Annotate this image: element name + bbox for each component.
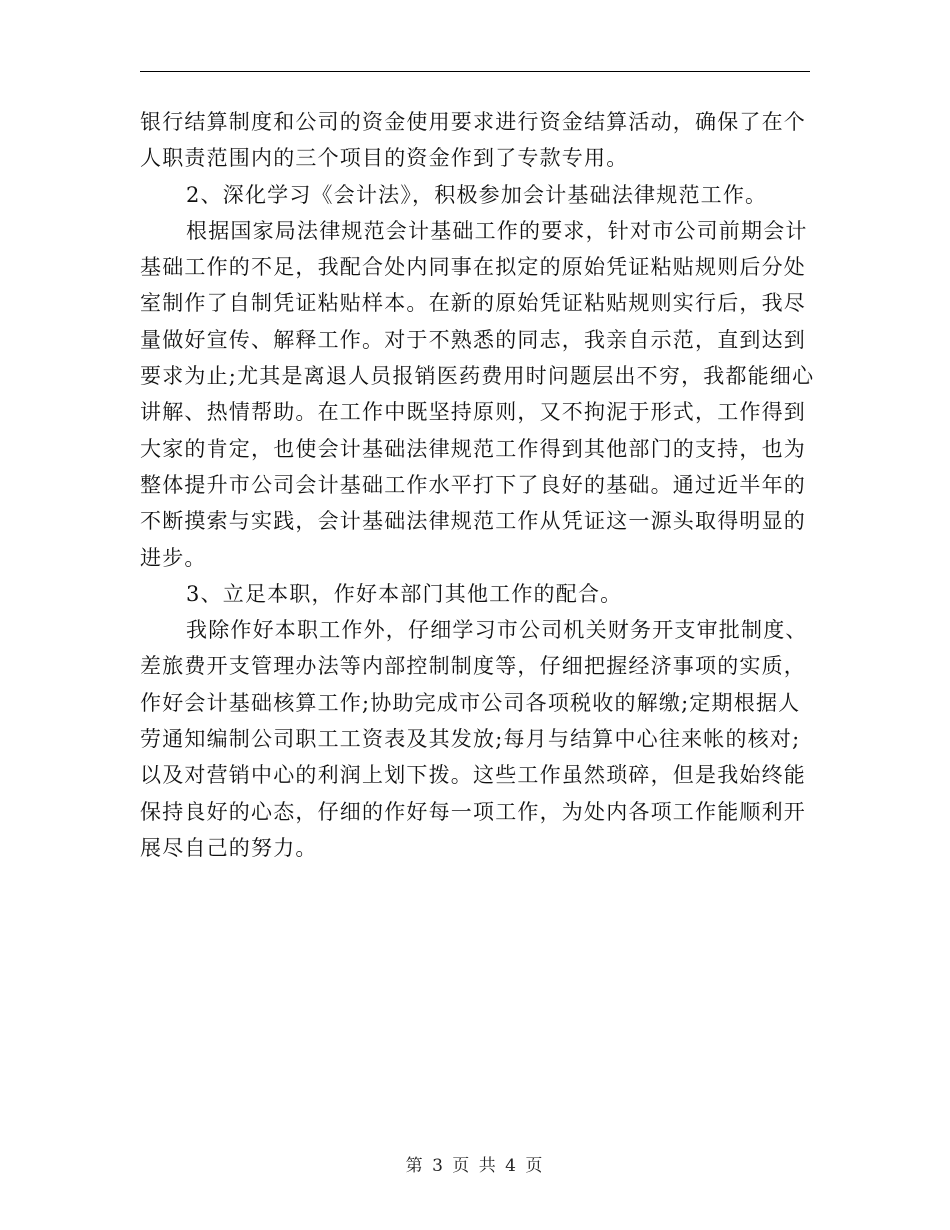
page-number-footer: 第 3 页 共 4 页 <box>405 1156 545 1176</box>
text-line: 作好会计基础核算工作;协助完成市公司各项税收的解缴;定期根据人 <box>140 690 801 715</box>
text-line: 根据国家局法律规范会计基础工作的要求，针对市公司前期会计 <box>186 218 808 243</box>
text-line: 要求为止;尤其是离退人员报销医药费用时问题层出不穷，我都能细心 <box>140 364 815 389</box>
text-line: 基础工作的不足，我配合处内同事在拟定的原始凭证粘贴规则后分处 <box>140 255 806 280</box>
document-body <box>140 104 815 866</box>
header-rule <box>140 71 810 72</box>
text-line: 展尽自己的努力。 <box>140 835 318 860</box>
text-line: 量做好宣传、解释工作。对于不熟悉的同志，我亲自示范，直到达到 <box>140 327 806 352</box>
text-line: 人职责范围内的三个项目的资金作到了专款专用。 <box>140 146 629 171</box>
text-line: 进步。 <box>140 545 207 570</box>
text-line: 整体提升市公司会计基础工作水平打下了良好的基础。通过近半年的 <box>140 472 806 497</box>
section-heading: 2、深化学习《会计法》，积极参加会计基础法律规范工作。 <box>186 182 768 207</box>
text-line: 室制作了自制凭证粘贴样本。在新的原始凭证粘贴规则实行后，我尽 <box>140 291 806 316</box>
text-line: 银行结算制度和公司的资金使用要求进行资金结算活动，确保了在个 <box>140 110 806 134</box>
section-heading: 3、立足本职，作好本部门其他工作的配合。 <box>186 581 623 606</box>
text-line: 以及对营销中心的利润上划下拨。这些工作虽然琐碎，但是我始终能 <box>140 763 806 788</box>
text-line: 讲解、热情帮助。在工作中既坚持原则，又不拘泥于形式，工作得到 <box>140 400 806 425</box>
text-line: 不断摸索与实践，会计基础法律规范工作从凭证这一源头取得明显的 <box>140 509 806 534</box>
text-line: 大家的肯定，也使会计基础法律规范工作得到其他部门的支持，也为 <box>140 436 806 461</box>
text-line: 差旅费开支管理办法等内部控制制度等，仔细把握经济事项的实质， <box>140 654 806 679</box>
text-line: 劳通知编制公司职工工资表及其发放;每月与结算中心往来帐的核对; <box>140 727 801 752</box>
text-line: 我除作好本职工作外，仔细学习市公司机关财务开支审批制度、 <box>186 618 808 643</box>
text-line: 保持良好的心态，仔细的作好每一项工作，为处内各项工作能顺利开 <box>140 799 806 824</box>
